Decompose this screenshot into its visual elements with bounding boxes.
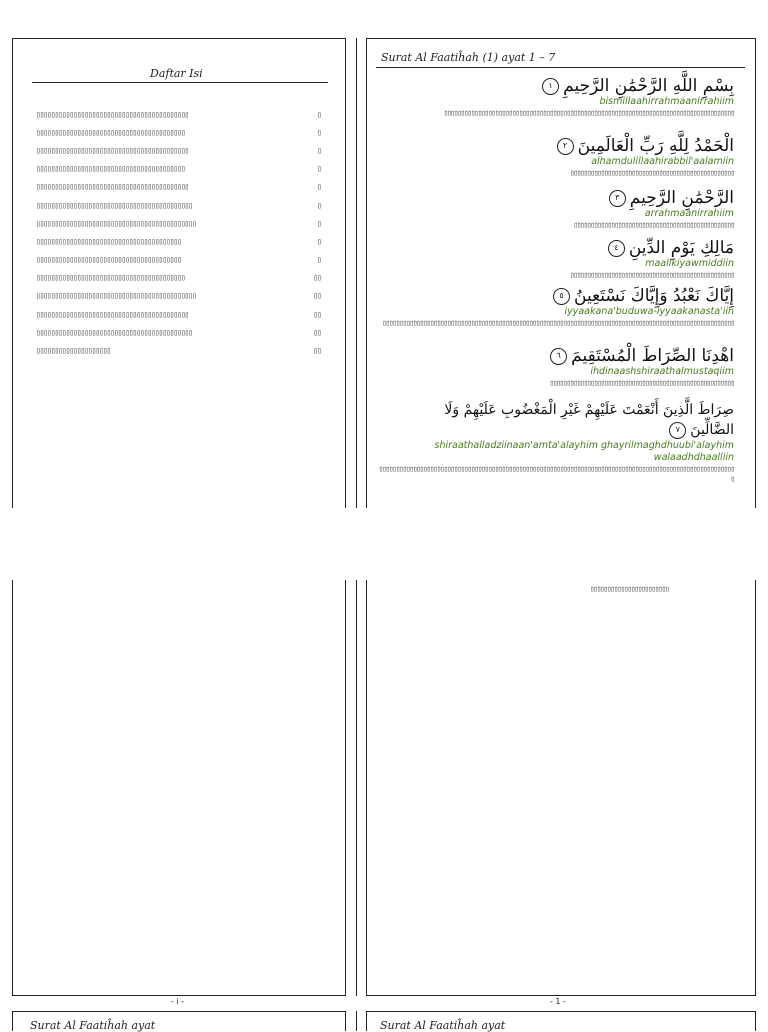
verse-arabic-text: مَالِكِ يَوْمِ الدِّينِ (628, 238, 734, 258)
toc-entry-page: ▯ (317, 109, 321, 119)
toc-entry-page: ▯▯ (313, 273, 321, 283)
ayah-number-marker: ٤ (608, 240, 625, 257)
surah-title-rule (376, 67, 745, 68)
toc-entry[interactable] (36, 105, 321, 123)
toc-entry-page: ▯ (317, 255, 321, 265)
toc-entry[interactable] (36, 196, 321, 214)
verse-arabic (378, 346, 734, 366)
verse-transliteration: shiraathalladziinaan'amta'alayhim ghayrilmaghdhuubi'alayhim walaadhdhaalliin (434, 440, 734, 463)
ayah-number-marker: ٢ (557, 138, 574, 155)
verse-transliteration: bismillaahirrahmaanirrahiim (599, 96, 734, 107)
verse-translation: ▯▯▯▯▯▯▯▯▯▯▯▯▯▯▯▯▯▯▯▯▯▯▯▯▯▯▯▯▯▯▯▯▯▯▯▯▯▯▯▯▯▯▯▯▯▯▯▯▯▯▯▯▯▯▯▯▯▯▯▯▯▯▯▯▯▯▯▯▯▯▯▯▯▯▯▯▯▯▯▯▯▯▯▯▯ (443, 108, 734, 117)
toc-entry-page: ▯▯ (313, 327, 321, 337)
toc-entry[interactable] (36, 232, 321, 250)
next-left-title: Surat Al Faatiĥah ayat (30, 1019, 156, 1032)
verse-arabic (378, 136, 734, 156)
verse-transliteration: iyyaakana'buduwa-iyyaakanasta'iin (564, 306, 734, 317)
toc-entry-text: ▯▯▯▯▯▯▯▯▯▯▯▯▯▯▯▯▯▯▯▯▯▯▯▯▯▯▯▯▯▯▯▯▯▯▯▯▯▯▯▯ (36, 273, 185, 283)
toc-entry-text: ▯▯▯▯▯▯▯▯▯▯▯▯▯▯▯▯▯▯▯▯▯▯▯▯▯▯▯▯▯▯▯▯▯▯▯▯▯▯▯▯▯▯ (36, 327, 193, 337)
verse-block (378, 238, 734, 280)
toc-entry[interactable] (36, 341, 321, 359)
toc-entry-text: ▯▯▯▯▯▯▯▯▯▯▯▯▯▯▯▯▯▯▯▯▯▯▯▯▯▯▯▯▯▯▯▯▯▯▯▯▯▯▯▯▯ (36, 182, 189, 192)
toc-entry-page: ▯▯ (313, 291, 321, 301)
verse-arabic (378, 238, 734, 258)
gutter-line-top (356, 38, 357, 508)
toc-page-number: - i - (171, 997, 185, 1006)
toc-entry[interactable] (36, 269, 321, 287)
verse-block (378, 136, 734, 178)
toc-entry-text: ▯▯▯▯▯▯▯▯▯▯▯▯▯▯▯▯▯▯▯▯▯▯▯▯▯▯▯▯▯▯▯▯▯▯▯▯▯▯▯▯▯▯▯ (36, 218, 196, 228)
toc-entry-page: ▯ (317, 164, 321, 174)
toc-entry-text: ▯▯▯▯▯▯▯▯▯▯▯▯▯▯▯▯▯▯▯▯▯▯▯▯▯▯▯▯▯▯▯▯▯▯▯▯▯▯▯▯▯▯▯ (36, 291, 196, 301)
verse-arabic (378, 76, 734, 96)
toc-entry[interactable] (36, 251, 321, 269)
verse-block (378, 76, 734, 118)
ayah-number-marker: ٣ (609, 190, 626, 207)
toc-entry[interactable] (36, 214, 321, 232)
toc-entry-page: ▯▯ (313, 346, 321, 356)
toc-entry[interactable] (36, 141, 321, 159)
toc-entry-page: ▯ (317, 200, 321, 210)
translation-continuation: ▯▯▯▯▯▯▯▯▯▯▯▯▯▯▯▯▯▯▯▯▯▯▯ (590, 584, 669, 593)
toc-title-rule (32, 82, 328, 83)
verse-block (378, 346, 734, 388)
verse-transliteration: arrahmaanirrahiim (644, 208, 734, 219)
verse-block (378, 286, 734, 328)
toc-entry-text: ▯▯▯▯▯▯▯▯▯▯▯▯▯▯▯▯▯▯▯▯▯▯▯▯▯▯▯▯▯▯▯▯▯▯▯▯▯▯▯▯▯▯ (36, 200, 193, 210)
verse-transliteration: alhamdulillaahirabbil'aalamiin (591, 156, 734, 167)
toc-page-bottom (12, 580, 346, 996)
verse-arabic-text: الْحَمْدُ لِلَّهِ رَبِّ الْعَالَمِينَ (577, 136, 734, 156)
ayah-number-marker: ٥ (553, 288, 570, 305)
verse-translation: ▯▯▯▯▯▯▯▯▯▯▯▯▯▯▯▯▯▯▯▯▯▯▯▯▯▯▯▯▯▯▯▯▯▯▯▯▯▯▯▯▯▯▯▯▯▯▯▯▯▯▯▯▯▯ (549, 378, 734, 387)
ayah-number-marker: ٧ (669, 422, 686, 439)
verse-arabic-text: الرَّحْمَٰنِ الرَّحِيمِ (629, 188, 734, 208)
toc-entry-text: ▯▯▯▯▯▯▯▯▯▯▯▯▯▯▯▯▯▯▯▯▯▯▯▯▯▯▯▯▯▯▯▯▯▯▯▯▯▯▯▯▯ (36, 309, 189, 319)
surah-page-number: - 1 - (550, 997, 566, 1006)
toc-entry-text: ▯▯▯▯▯▯▯▯▯▯▯▯▯▯▯▯▯▯▯▯▯▯▯▯▯▯▯▯▯▯▯▯▯▯▯▯▯▯▯ (36, 255, 181, 265)
toc-entry-text: ▯▯▯▯▯▯▯▯▯▯▯▯▯▯▯▯▯▯▯▯▯▯▯▯▯▯▯▯▯▯▯▯▯▯▯▯▯▯▯▯ (36, 164, 185, 174)
verse-transliteration: ihdinaashshiraathalmustaqiim (590, 366, 734, 377)
verse-transliteration: maalikiyawmiddiin (645, 258, 734, 269)
toc-entry-page: ▯▯ (313, 309, 321, 319)
verse-translation: ▯▯▯▯▯▯▯▯▯▯▯▯▯▯▯▯▯▯▯▯▯▯▯▯▯▯▯▯▯▯▯▯▯▯▯▯▯▯▯▯▯▯▯▯▯▯▯▯ (570, 270, 734, 279)
verse-block (378, 188, 734, 230)
verse-translation: ▯▯▯▯▯▯▯▯▯▯▯▯▯▯▯▯▯▯▯▯▯▯▯▯▯▯▯▯▯▯▯▯▯▯▯▯▯▯▯▯▯▯▯▯▯▯▯ (573, 220, 734, 229)
gutter-line-bottom (356, 580, 357, 996)
toc-entry[interactable] (36, 178, 321, 196)
verse-block (378, 400, 734, 483)
toc-entry-page: ▯ (317, 145, 321, 155)
toc-entry-text: ▯▯▯▯▯▯▯▯▯▯▯▯▯▯▯▯▯▯▯▯▯▯▯▯▯▯▯▯▯▯▯▯▯▯▯▯▯▯▯▯▯ (36, 145, 189, 155)
next-right-title: Surat Al Faatiĥah ayat (380, 1019, 506, 1032)
verse-arabic-text: صِرَاطَ الَّذِينَ أَنْعَمْتَ عَلَيْهِمْ غَيْرِ الْمَغْضُوبِ عَلَيْهِمْ وَلَا (444, 402, 734, 418)
toc-entry-page: ▯ (317, 236, 321, 246)
verse-arabic (378, 286, 734, 306)
verse-arabic (378, 188, 734, 208)
verse-arabic (378, 400, 734, 420)
verse-arabic-text: بِسْمِ اللَّهِ الرَّحْمَٰنِ الرَّحِيمِ (563, 76, 734, 96)
toc-entry[interactable] (36, 323, 321, 341)
verse-arabic-text: اهْدِنَا الصِّرَاطَ الْمُسْتَقِيمَ (571, 346, 734, 366)
toc-entry[interactable] (36, 305, 321, 323)
toc-entry-page: ▯ (317, 182, 321, 192)
verse-translation: ▯▯▯▯▯▯▯▯▯▯▯▯▯▯▯▯▯▯▯▯▯▯▯▯▯▯▯▯▯▯▯▯▯▯▯▯▯▯▯▯▯▯▯▯▯▯▯▯ (570, 168, 734, 177)
toc-entry-text: ▯▯▯▯▯▯▯▯▯▯▯▯▯▯▯▯▯▯▯▯▯▯▯▯▯▯▯▯▯▯▯▯▯▯▯▯▯▯▯▯ (36, 127, 185, 137)
surah-title: Surat Al Faatiĥah (1) ayat 1 – 7 (381, 51, 556, 64)
toc-entry-text: ▯▯▯▯▯▯▯▯▯▯▯▯▯▯▯▯▯▯▯▯▯▯▯▯▯▯▯▯▯▯▯▯▯▯▯▯▯▯▯▯▯ (36, 109, 189, 119)
toc-entry-text: ▯▯▯▯▯▯▯▯▯▯▯▯▯▯▯▯▯▯▯▯▯▯▯▯▯▯▯▯▯▯▯▯▯▯▯▯▯▯▯ (36, 236, 181, 246)
toc-entry[interactable] (36, 287, 321, 305)
toc-entry[interactable] (36, 123, 321, 141)
gutter-line-next (356, 1011, 357, 1031)
toc-entry-page: ▯ (317, 218, 321, 228)
surah-page-bottom (366, 580, 756, 996)
verse-arabic-text: إِيَّاكَ نَعْبُدُ وَإِيَّاكَ نَسْتَعِينُ (574, 286, 734, 306)
toc-entry-text: ▯▯▯▯▯▯▯▯▯▯▯▯▯▯▯▯▯▯▯▯ (36, 346, 111, 356)
toc-title: Daftar Isi (150, 67, 203, 80)
toc-list (36, 105, 321, 360)
verse-translation: ▯▯▯▯▯▯▯▯▯▯▯▯▯▯▯▯▯▯▯▯▯▯▯▯▯▯▯▯▯▯▯▯▯▯▯▯▯▯▯▯▯▯▯▯▯▯▯▯▯▯▯▯▯▯▯▯▯▯▯▯▯▯▯▯▯▯▯▯▯▯▯▯▯▯▯▯▯▯▯▯▯▯▯▯▯▯▯▯▯▯▯▯▯▯▯▯▯▯▯▯▯▯▯▯▯ (378, 464, 734, 483)
verse-translation: ▯▯▯▯▯▯▯▯▯▯▯▯▯▯▯▯▯▯▯▯▯▯▯▯▯▯▯▯▯▯▯▯▯▯▯▯▯▯▯▯▯▯▯▯▯▯▯▯▯▯▯▯▯▯▯▯▯▯▯▯▯▯▯▯▯▯▯▯▯▯▯▯▯▯▯▯▯▯▯▯▯▯▯▯▯▯▯▯▯▯▯▯▯▯▯▯▯▯▯▯▯▯▯ (382, 318, 734, 327)
toc-entry[interactable] (36, 160, 321, 178)
verse-arabic-text: الضَّالِّينَ (690, 422, 734, 438)
verse-arabic-continued (378, 420, 734, 440)
ayah-number-marker: ٦ (550, 348, 567, 365)
ayah-number-marker: ١ (542, 78, 559, 95)
toc-entry-page: ▯ (317, 127, 321, 137)
